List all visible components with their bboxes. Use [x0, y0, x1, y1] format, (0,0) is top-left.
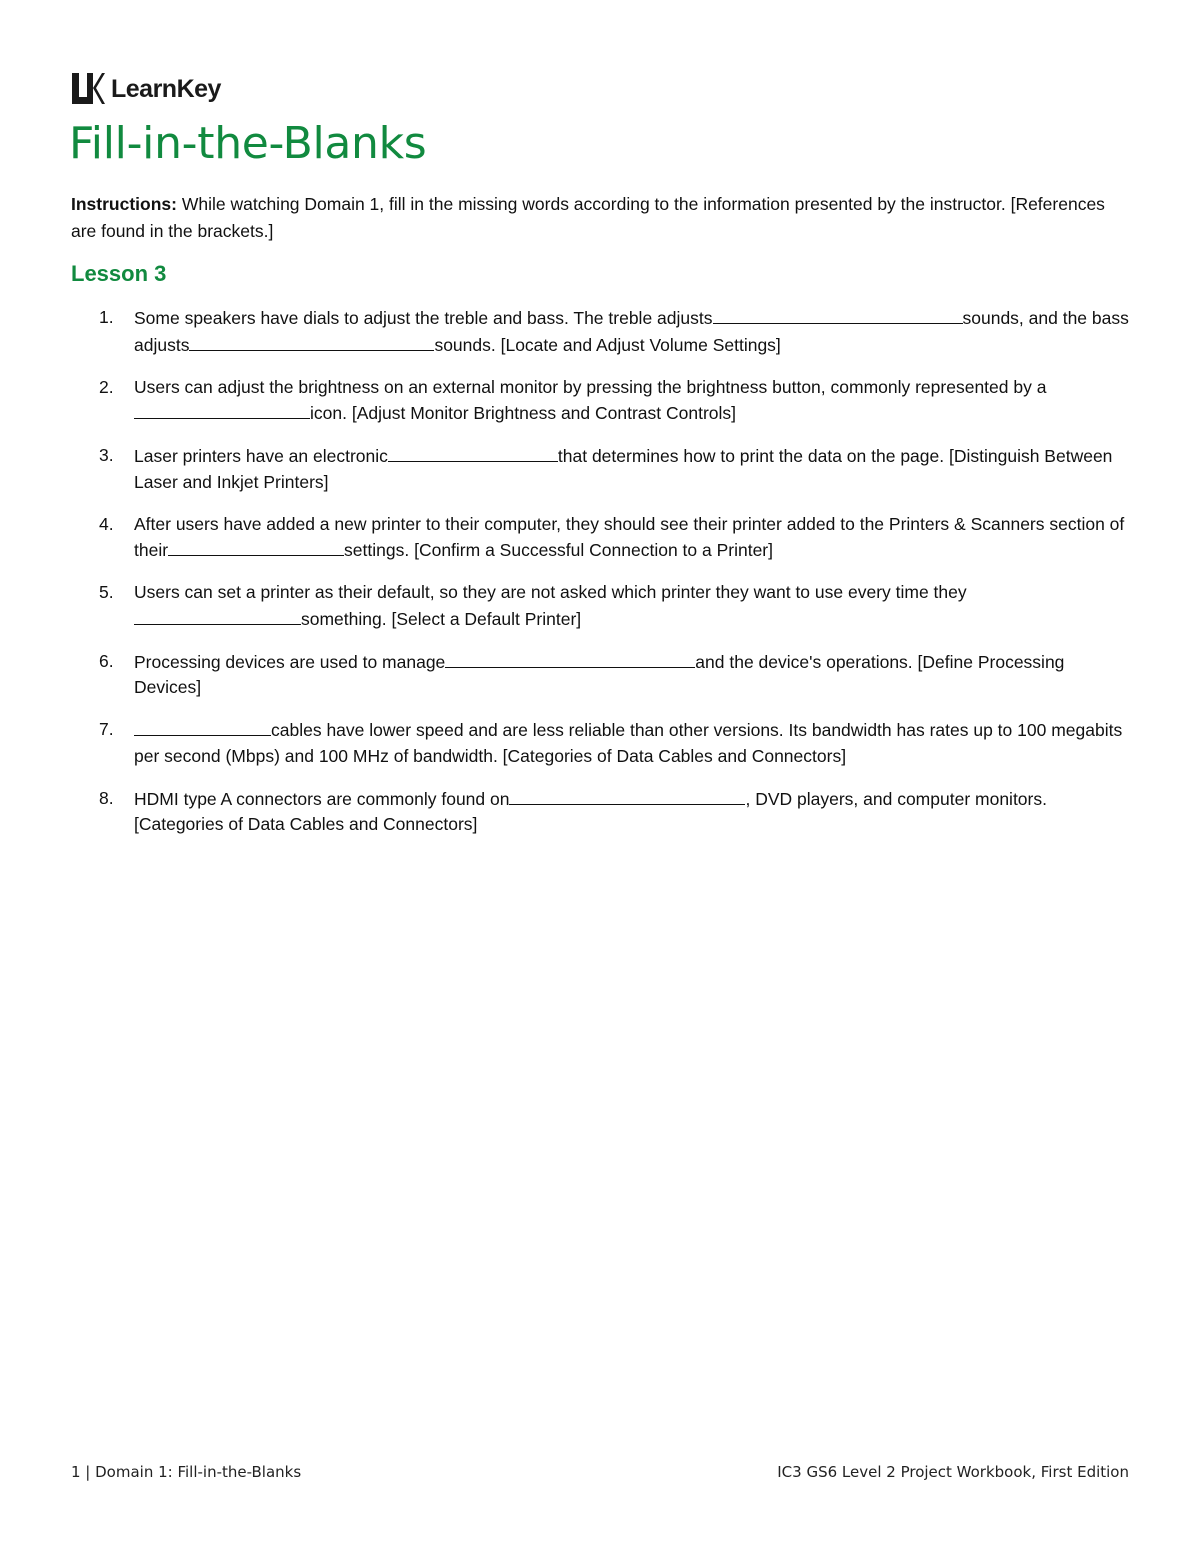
answer-blank[interactable]	[134, 400, 310, 419]
question-text: settings. [Confirm a Successful Connection to a Printer]	[344, 540, 773, 560]
learnkey-logo-icon	[71, 72, 105, 106]
question-text: icon. [Adjust Monitor Brightness and Contrast Controls]	[310, 403, 737, 423]
question-item-5	[71, 580, 1133, 632]
question-number: 1.	[99, 307, 114, 327]
instructions	[71, 191, 1133, 245]
lesson-heading: Lesson 3	[71, 261, 167, 286]
answer-blank[interactable]	[445, 649, 695, 668]
question-number: 6.	[99, 650, 114, 671]
footer-book-title: IC3 GS6 Level 2 Project Workbook, First Edition	[777, 1463, 1129, 1481]
question-text: Laser printers have an electronic	[134, 446, 388, 466]
question-text: and the device's operations. [Define Processing Devices]	[134, 651, 1065, 697]
brand-logo	[71, 72, 221, 106]
question-text: Users can set a printer as their default, so they are not asked which printer they want to use every time they	[134, 582, 967, 602]
question-text: Users can adjust the brightness on an external monitor by pressing the brightness button, commonly represented by a	[134, 376, 1047, 397]
question-number: 7.	[99, 719, 114, 739]
answer-blank[interactable]	[134, 606, 301, 625]
question-text: After users have added a new printer to their computer, they should see their printer added to the Printers & Scanners section of their	[134, 513, 1125, 560]
question-number: 5.	[99, 582, 114, 602]
instructions-text: While watching Domain 1, fill in the missing words according to the information presented by the instructor. [References are found in the brackets.]	[71, 194, 1105, 241]
question-item-4	[71, 512, 1133, 564]
instructions-label: Instructions:	[71, 194, 177, 214]
question-item-7	[71, 717, 1133, 769]
answer-blank[interactable]	[189, 332, 434, 351]
answer-blank[interactable]	[388, 443, 558, 462]
question-item-1	[71, 305, 1133, 358]
question-text: Processing devices are used to manage	[134, 651, 446, 672]
question-number: 2.	[99, 376, 114, 397]
question-item-6	[71, 649, 1133, 701]
answer-blank[interactable]	[713, 305, 963, 324]
question-number: 3.	[99, 445, 114, 465]
question-number: 8.	[99, 787, 114, 808]
answer-blank[interactable]	[168, 537, 344, 556]
question-list	[71, 305, 1133, 854]
answer-blank[interactable]	[134, 717, 271, 736]
question-number: 4.	[99, 513, 114, 534]
question-text: , DVD players, and computer monitors. [Categories of Data Cables and Connectors]	[134, 788, 1047, 834]
question-text: Some speakers have dials to adjust the treble and bass. The treble adjusts	[134, 308, 713, 328]
question-text: sounds, and the bass adjusts	[134, 308, 1129, 355]
answer-blank[interactable]	[509, 786, 745, 805]
page-title: Fill-in-the-Blanks	[69, 118, 427, 169]
question-text: sounds. [Locate and Adjust Volume Settings]	[434, 334, 781, 355]
question-text: cables have lower speed and are less reliable than other versions. Its bandwidth has rates up to 100 megabits per second (Mbps) and 100 MHz of bandwidth. [Categories of Data Cables and Connectors]	[134, 720, 1123, 766]
question-item-2	[71, 375, 1133, 427]
question-text: something. [Select a Default Printer]	[301, 608, 582, 629]
footer-page-label: 1 | Domain 1: Fill-in-the-Blanks	[71, 1463, 302, 1481]
brand-name: LearnKey	[111, 74, 221, 103]
question-item-8	[71, 786, 1133, 838]
question-text: HDMI type A connectors are commonly found on	[134, 788, 510, 809]
question-item-3	[71, 443, 1133, 495]
question-text: that determines how to print the data on the page. [Distinguish Between Laser and Inkjet Printers]	[134, 446, 1113, 492]
